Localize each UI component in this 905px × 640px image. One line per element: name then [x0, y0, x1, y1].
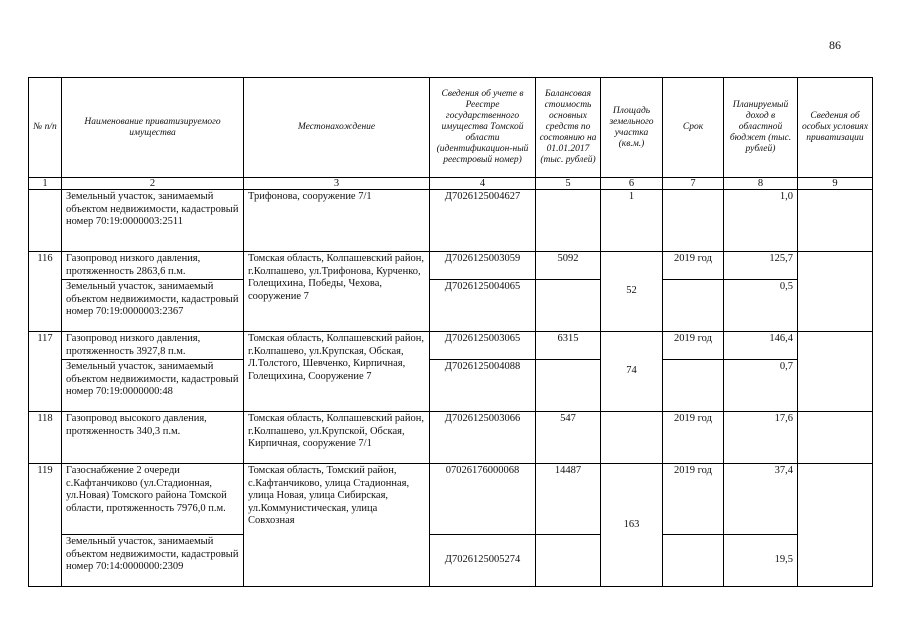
table-row: [29, 412, 873, 464]
planned-income: 19,5: [724, 535, 798, 587]
item-name: Земельный участок, занимаемый объектом недвижимости, кадастровый номер 70:19:0000003:2367: [62, 280, 244, 332]
row-number: 116: [29, 252, 62, 332]
header-location: Местонахождение: [244, 78, 430, 178]
balance-cost: 14487: [536, 464, 601, 535]
balance-cost: 6315: [536, 332, 601, 360]
header-row: [29, 78, 873, 178]
column-number: 2: [62, 178, 244, 190]
column-number: 9: [798, 178, 873, 190]
registry-number: Д7026125004065: [430, 280, 536, 332]
special-conditions: [798, 252, 873, 332]
special-conditions: [798, 464, 873, 587]
row-number: 117: [29, 332, 62, 412]
privatization-table: [28, 77, 873, 587]
term: 2019 год: [663, 412, 724, 464]
special-conditions: [798, 412, 873, 464]
column-number: 1: [29, 178, 62, 190]
term: 2019 год: [663, 464, 724, 535]
term: [663, 280, 724, 332]
registry-number: Д7026125004627: [430, 190, 536, 252]
land-area: 52: [601, 252, 663, 332]
row-number: 118: [29, 412, 62, 464]
item-name: Газопровод низкого давления, протяженность 2863,6 п.м.: [62, 252, 244, 280]
land-area: 1: [601, 190, 663, 252]
item-name: Газоснабжение 2 очереди с.Кафтанчиково (ул.Стадионная, ул.Новая) Томского района Томской области, протяженность 7976,0 п.м.: [62, 464, 244, 535]
registry-number: Д7026125003059: [430, 252, 536, 280]
header-registry: Сведения об учете в Реестре государственного имущества Томской области (идентификацион-ный реестровый номер): [430, 78, 536, 178]
row-number: [29, 190, 62, 252]
table-row: [29, 190, 873, 252]
header-number: № п/п: [29, 78, 62, 178]
table-row: [29, 535, 873, 587]
term: 2019 год: [663, 252, 724, 280]
planned-income: 0,7: [724, 360, 798, 412]
registry-number: Д7026125003066: [430, 412, 536, 464]
balance-cost: 547: [536, 412, 601, 464]
header-conditions: Сведения об особых условиях приватизации: [798, 78, 873, 178]
column-number-row: [29, 178, 873, 190]
registry-number: Д7026125005274: [430, 535, 536, 587]
term: 2019 год: [663, 332, 724, 360]
term: [663, 535, 724, 587]
term: [663, 190, 724, 252]
column-number: 7: [663, 178, 724, 190]
registry-number: Д7026125004088: [430, 360, 536, 412]
table-row: [29, 332, 873, 360]
header-term: Срок: [663, 78, 724, 178]
item-location: Трифонова, сооружение 7/1: [244, 190, 430, 252]
planned-income: 125,7: [724, 252, 798, 280]
term: [663, 360, 724, 412]
header-income: Планируемый доход в областной бюджет (тыс. рублей): [724, 78, 798, 178]
balance-cost: 5092: [536, 252, 601, 280]
planned-income: 1,0: [724, 190, 798, 252]
balance-cost: [536, 190, 601, 252]
balance-cost: [536, 280, 601, 332]
item-location: Томская область, Томский район, с.Кафтанчиково, улица Стадионная, улица Новая, улица Сибирская, ул.Коммунистическая, улица Совхозная: [244, 464, 430, 587]
planned-income: 146,4: [724, 332, 798, 360]
item-location: Томская область, Колпашевский район, г.Колпашево, ул.Крупской, Обская, Кирпичная, сооружение 7/1: [244, 412, 430, 464]
planned-income: 0,5: [724, 280, 798, 332]
header-balance-cost: Балансовая стоимость основных средств по состоянию на 01.01.2017 (тыс. рублей): [536, 78, 601, 178]
table-row: [29, 280, 873, 332]
column-number: 6: [601, 178, 663, 190]
header-area: Площадь земельного участка (кв.м.): [601, 78, 663, 178]
balance-cost: [536, 535, 601, 587]
special-conditions: [798, 332, 873, 412]
land-area: 74: [601, 332, 663, 412]
registry-number: Д7026125003065: [430, 332, 536, 360]
header-name: Наименование приватизируемого имущества: [62, 78, 244, 178]
table-row: [29, 252, 873, 280]
column-number: 4: [430, 178, 536, 190]
planned-income: 37,4: [724, 464, 798, 535]
item-name: Земельный участок, занимаемый объектом недвижимости, кадастровый номер 70:14:0000000:2309: [62, 535, 244, 587]
table-row: [29, 360, 873, 412]
land-area: 163: [601, 464, 663, 587]
column-number: 8: [724, 178, 798, 190]
land-area: [601, 412, 663, 464]
item-location: Томская область, Колпашевский район, г.Колпашево, ул.Трифонова, Курченко, Голещихина, Победы, Чехова, сооружение 7: [244, 252, 430, 332]
item-name: Земельный участок, занимаемый объектом недвижимости, кадастровый номер 70:19:0000000:48: [62, 360, 244, 412]
item-location: Томская область, Колпашевский район, г.Колпашево, ул.Крупская, Обская, Л.Толстого, Шевченко, Кирпичная, Голещихина, Сооружение 7: [244, 332, 430, 412]
table-row: [29, 464, 873, 535]
row-number: 119: [29, 464, 62, 587]
item-name: Газопровод высокого давления, протяженность 340,3 п.м.: [62, 412, 244, 464]
column-number: 3: [244, 178, 430, 190]
item-name: Газопровод низкого давления, протяженность 3927,8 п.м.: [62, 332, 244, 360]
item-name: Земельный участок, занимаемый объектом недвижимости, кадастровый номер 70:19:0000003:2511: [62, 190, 244, 252]
special-conditions: [798, 190, 873, 252]
page-number: 86: [829, 38, 841, 52]
balance-cost: [536, 360, 601, 412]
planned-income: 17,6: [724, 412, 798, 464]
registry-number: 07026176000068: [430, 464, 536, 535]
column-number: 5: [536, 178, 601, 190]
